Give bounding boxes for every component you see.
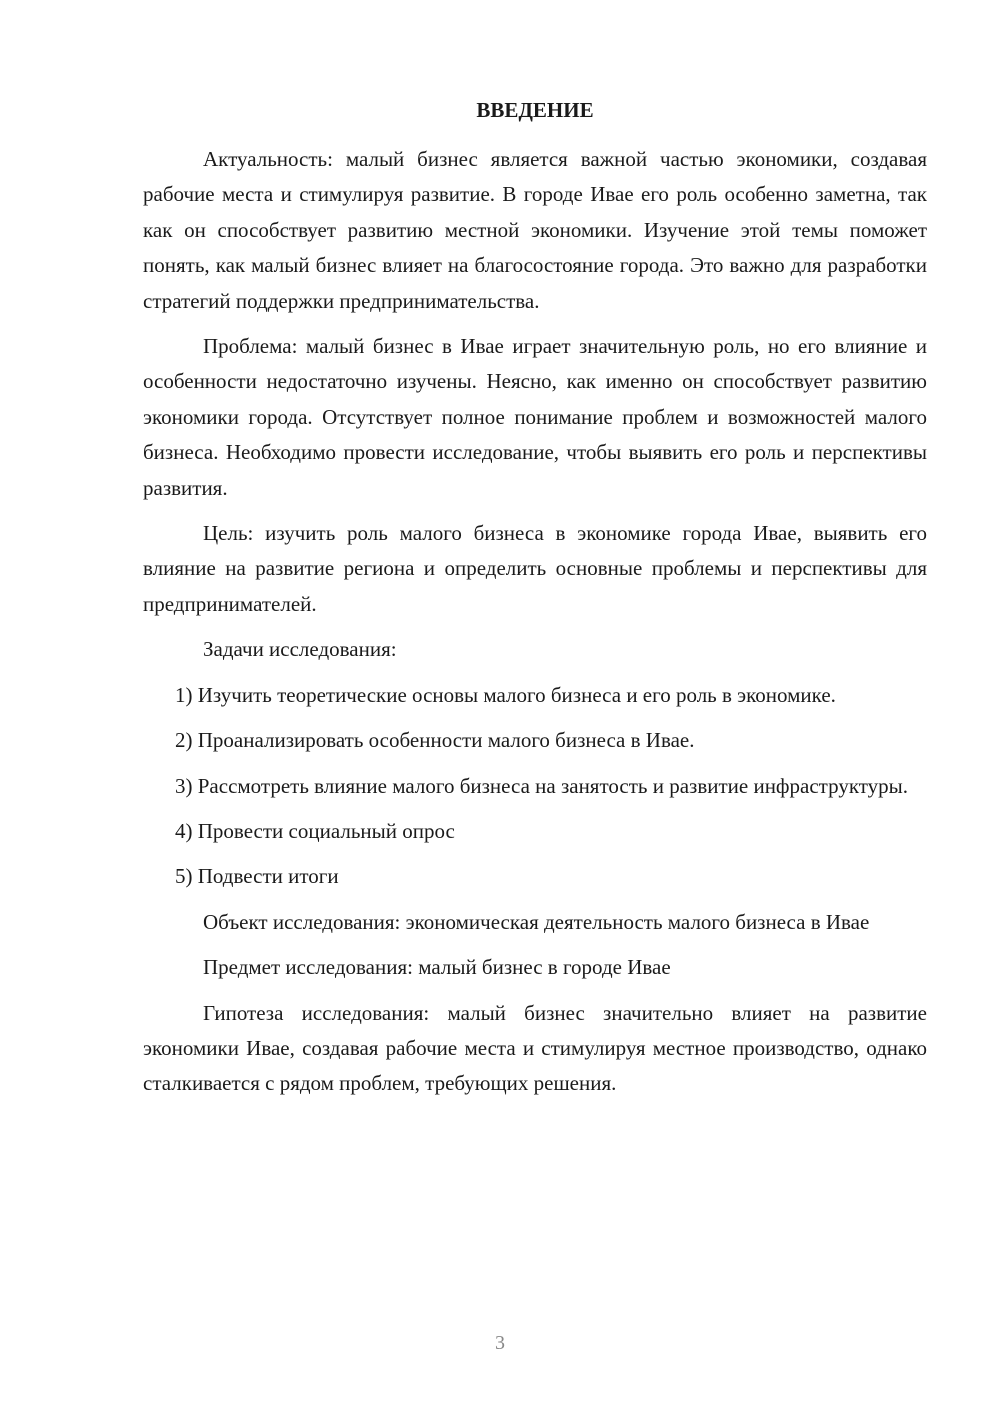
tasks-heading: Задачи исследования: (203, 637, 397, 662)
task-item-2: 2) Проанализировать особенности малого бизнеса в Ивае. (175, 728, 695, 753)
relevance-paragraph: Актуальность: малый бизнес является важной частью экономики, создавая рабочие места и стимулируя развитие. В городе Ивае его роль особенно заметна, так как он способствует развитию местной экономики. Изучение этой темы поможет понять, как малый бизнес влияет на благосостояние города. Это важно для разработки стратегий поддержки предпринимательства. (143, 147, 927, 313)
page-content (143, 90, 927, 1112)
task-item-3: 3) Рассмотреть влияние малого бизнеса на занятость и развитие инфраструктуры. (175, 773, 909, 798)
object-paragraph: Объект исследования: экономическая деятельность малого бизнеса в Ивае (203, 909, 870, 934)
problem-paragraph: Проблема: малый бизнес в Ивае играет значительную роль, но его влияние и особенности недостаточно изучены. Неясно, как именно он способствует развитию экономики города. Отсутствует полное понимание проблем и возможностей малого бизнеса. Необходимо провести исследование, чтобы выявить его роль и перспективы развития. (143, 334, 927, 500)
task-item-5: 5) Подвести итоги (175, 864, 339, 889)
hypothesis-paragraph: Гипотеза исследования: малый бизнес значительно влияет на развитие экономики Ивае, создавая рабочие места и стимулируя местное производство, однако сталкивается с рядом проблем, требующих решения. (143, 1000, 927, 1096)
subject-paragraph: Предмет исследования: малый бизнес в городе Ивае (203, 955, 671, 980)
page-number: 3 (495, 1332, 505, 1354)
task-item-4: 4) Провести социальный опрос (175, 818, 455, 843)
task-item-1: 1) Изучить теоретические основы малого бизнеса и его роль в экономике. (175, 682, 836, 707)
section-title: ВВЕДЕНИЕ (476, 98, 594, 122)
goal-paragraph: Цель: изучить роль малого бизнеса в экономике города Ивае, выявить его влияние на развитие региона и определить основные проблемы и перспективы для предпринимателей. (143, 521, 927, 616)
